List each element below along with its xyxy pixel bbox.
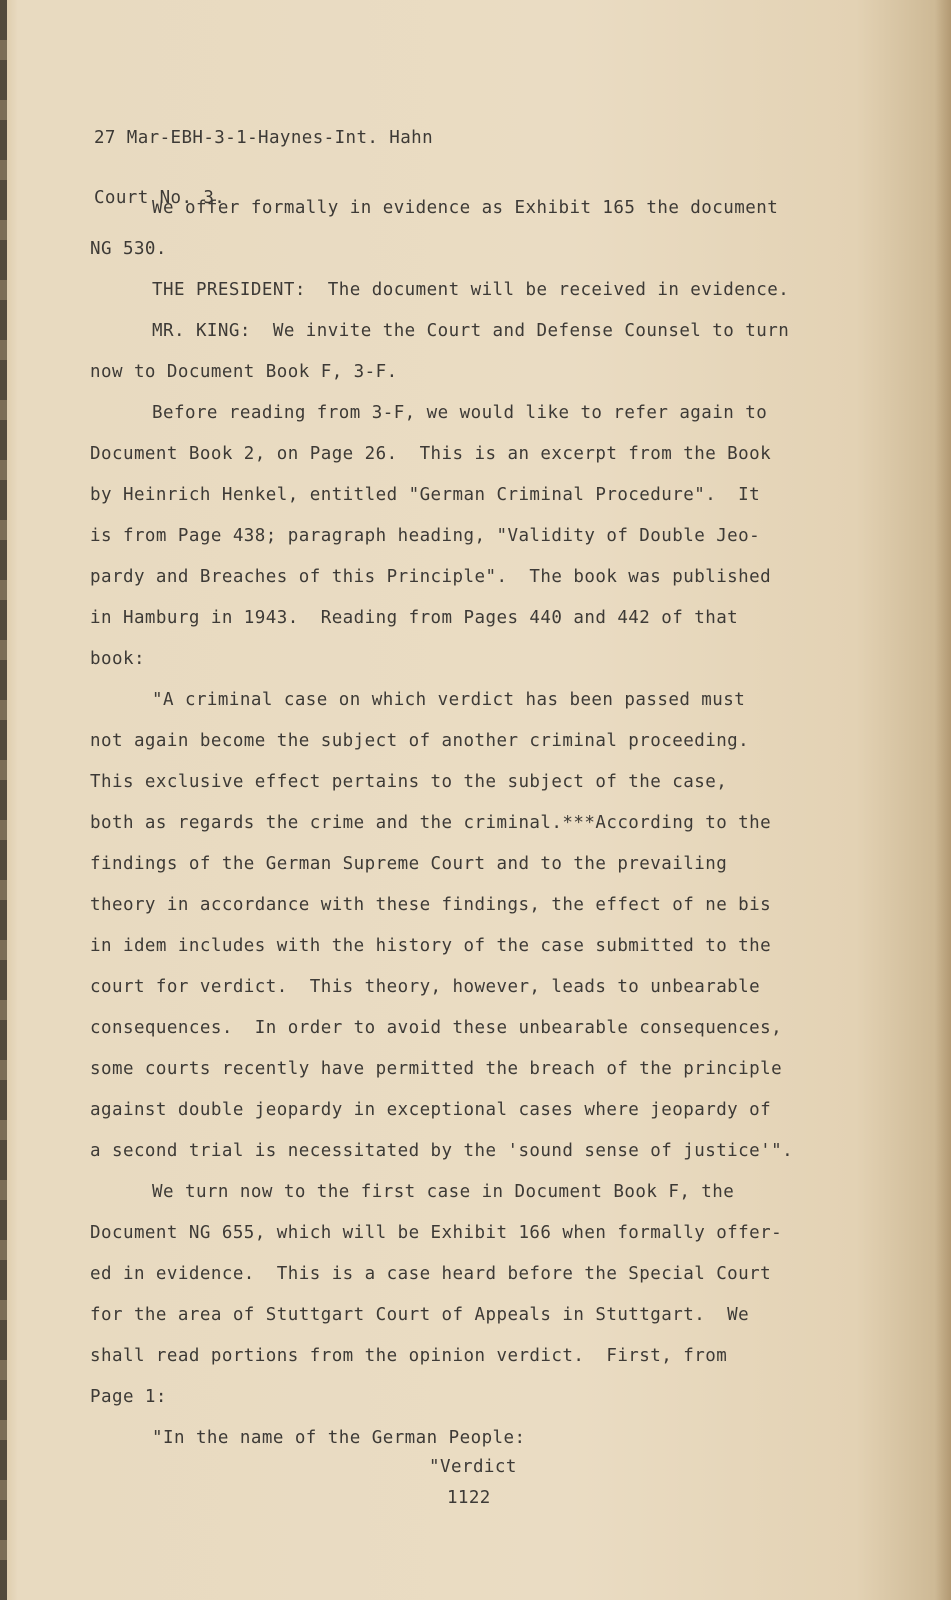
- transcript-line: for the area of Stuttgart Court of Appeals in Stuttgart. We: [90, 1305, 750, 1325]
- transcript-line: "A criminal case on which verdict has been passed must: [152, 690, 746, 710]
- transcript-line: court for verdict. This theory, however, leads to unbearable: [90, 977, 761, 997]
- transcript-line: book:: [90, 649, 145, 669]
- transcript-body: [90, 188, 880, 1459]
- transcript-line: Before reading from 3-F, we would like to refer again to: [152, 403, 768, 423]
- transcript-line: a second trial is necessitated by the 'sound sense of justice'".: [90, 1141, 794, 1161]
- transcript-line: shall read portions from the opinion verdict. First, from: [90, 1346, 728, 1366]
- transcript-line: "In the name of the German People:: [152, 1428, 526, 1448]
- transcript-line: now to Document Book F, 3-F.: [90, 362, 398, 382]
- verdict-heading: "Verdict: [429, 1457, 517, 1477]
- transcript-line: in idem includes with the history of the case submitted to the: [90, 936, 772, 956]
- transcript-line: We turn now to the first case in Document Book F, the: [152, 1182, 735, 1202]
- transcript-line: ed in evidence. This is a case heard before the Special Court: [90, 1264, 772, 1284]
- transcript-line: MR. KING: We invite the Court and Defense Counsel to turn: [152, 321, 790, 341]
- transcript-line: is from Page 438; paragraph heading, "Validity of Double Jeo-: [90, 526, 761, 546]
- transcript-line: findings of the German Supreme Court and to the prevailing: [90, 854, 728, 874]
- transcript-line: by Heinrich Henkel, entitled "German Criminal Procedure". It: [90, 485, 761, 505]
- header-court-line: Court No. 3.: [94, 188, 226, 208]
- page-right-edge: [935, 0, 951, 1600]
- transcript-line: pardy and Breaches of this Principle". The book was published: [90, 567, 772, 587]
- transcript-line: theory in accordance with these findings, the effect of ne bis: [90, 895, 772, 915]
- transcript-line: against double jeopardy in exceptional cases where jeopardy of: [90, 1100, 772, 1120]
- transcript-line: THE PRESIDENT: The document will be received in evidence.: [152, 280, 790, 300]
- transcript-line: some courts recently have permitted the breach of the principle: [90, 1059, 783, 1079]
- page-left-edge: [0, 0, 7, 1600]
- transcript-line: Document Book 2, on Page 26. This is an excerpt from the Book: [90, 444, 772, 464]
- transcript-line: not again become the subject of another criminal proceeding.: [90, 731, 750, 751]
- transcript-line: Page 1:: [90, 1387, 167, 1407]
- transcript-line: This exclusive effect pertains to the subject of the case,: [90, 772, 728, 792]
- page-number: 1122: [447, 1488, 491, 1508]
- transcript-line: in Hamburg in 1943. Reading from Pages 440 and 442 of that: [90, 608, 739, 628]
- transcript-line: both as regards the crime and the criminal.***According to the: [90, 813, 772, 833]
- transcript-line: Document NG 655, which will be Exhibit 166 when formally offer-: [90, 1223, 783, 1243]
- transcript-line: consequences. In order to avoid these unbearable consequences,: [90, 1018, 783, 1038]
- transcript-line: We offer formally in evidence as Exhibit 165 the document: [152, 198, 779, 218]
- transcript-line: NG 530.: [90, 239, 167, 259]
- header-reference-line: 27 Mar-EBH-3-1-Haynes-Int. Hahn: [94, 128, 434, 148]
